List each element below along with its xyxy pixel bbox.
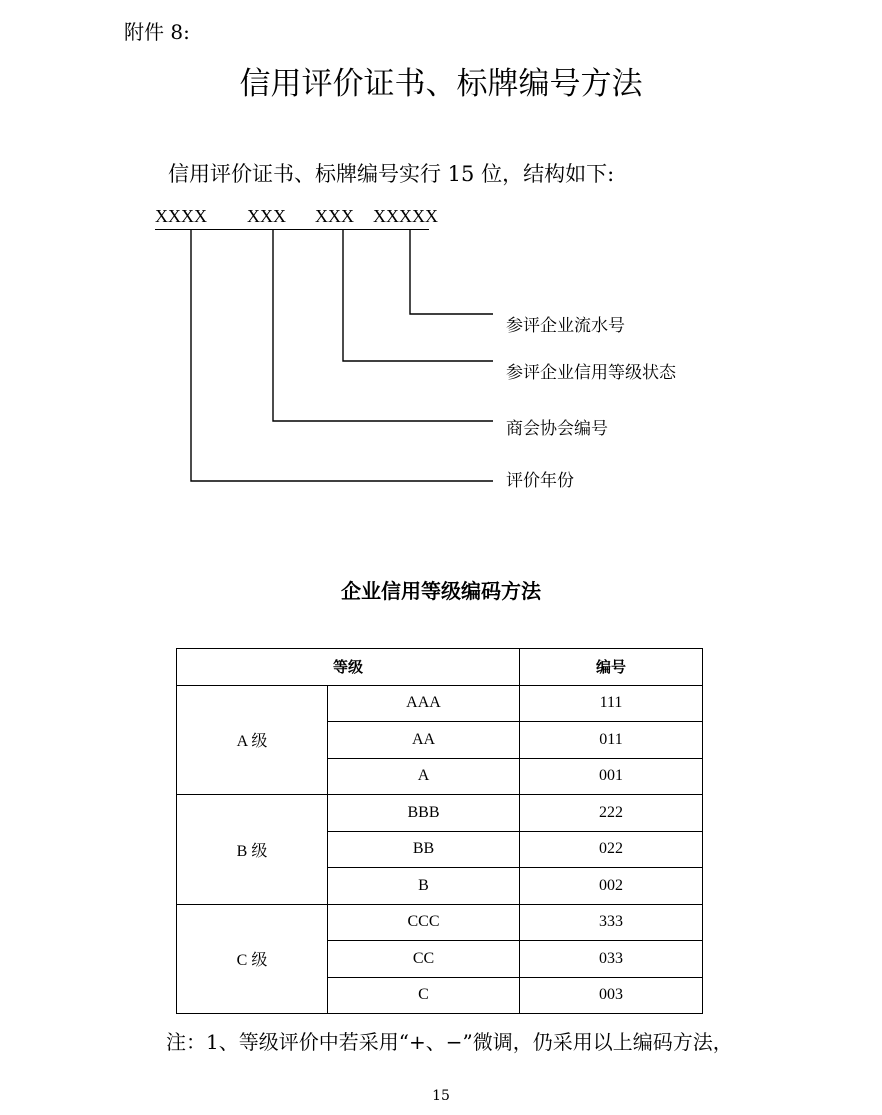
connector-grade <box>343 230 493 361</box>
label-serial: 参评企业流水号 <box>506 316 625 336</box>
connector-year <box>191 230 493 481</box>
grade-cell: CC <box>328 941 520 978</box>
code-cell: 002 <box>520 868 703 905</box>
note-text: 注：1、等级评价中若采用“+、−”微调，仍采用以上编码方法， <box>166 1030 733 1054</box>
grade-code-table <box>176 648 703 1014</box>
group-name: B 级 <box>177 795 328 905</box>
label-grade-status: 参评企业信用等级状态 <box>506 363 676 383</box>
code-part-year: XXXX <box>155 206 207 226</box>
page-number: 15 <box>432 1088 450 1104</box>
table-header-row <box>177 649 703 686</box>
grade-cell: BBB <box>328 795 520 832</box>
code-part-serial: XXXXX <box>373 206 438 226</box>
grade-cell: A <box>328 758 520 795</box>
grade-cell: CCC <box>328 904 520 941</box>
code-cell: 033 <box>520 941 703 978</box>
connector-serial <box>410 230 493 314</box>
intro-text: 信用评价证书、标牌编号实行 15 位，结构如下: <box>168 162 615 186</box>
table-row <box>177 904 703 941</box>
table-row <box>177 795 703 832</box>
code-part-grade: XXX <box>315 206 354 226</box>
group-name: C 级 <box>177 904 328 1014</box>
code-cell: 333 <box>520 904 703 941</box>
connector-association <box>273 230 493 421</box>
header-code: 编号 <box>520 649 703 686</box>
code-cell: 011 <box>520 722 703 759</box>
code-part-association: XXX <box>247 206 286 226</box>
table-title: 企业信用等级编码方法 <box>341 579 541 603</box>
grade-cell: B <box>328 868 520 905</box>
grade-cell: BB <box>328 831 520 868</box>
group-name: A 级 <box>177 685 328 795</box>
header-grade: 等级 <box>177 649 520 686</box>
code-cell: 003 <box>520 977 703 1014</box>
code-cell: 022 <box>520 831 703 868</box>
label-association: 商会协会编号 <box>506 419 608 439</box>
code-cell: 222 <box>520 795 703 832</box>
grade-cell: C <box>328 977 520 1014</box>
code-cell: 111 <box>520 685 703 722</box>
table-row <box>177 685 703 722</box>
label-year: 评价年份 <box>506 471 574 491</box>
page-title: 信用评价证书、标牌编号方法 <box>239 66 643 102</box>
grade-cell: AAA <box>328 685 520 722</box>
code-cell: 001 <box>520 758 703 795</box>
attachment-label: 附件 8: <box>124 20 190 44</box>
grade-cell: AA <box>328 722 520 759</box>
